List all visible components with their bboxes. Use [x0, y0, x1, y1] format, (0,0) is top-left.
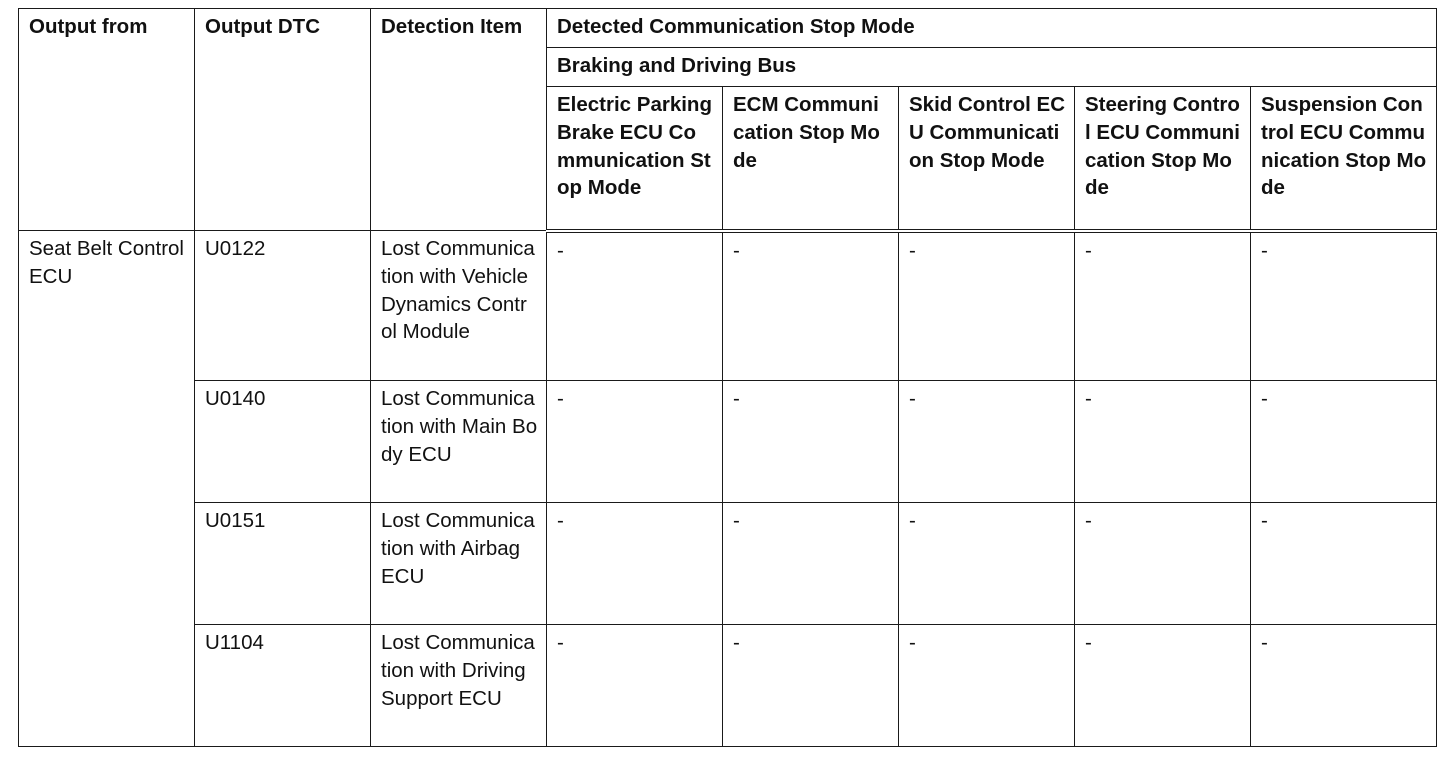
cell-dtc: U0151: [195, 503, 371, 625]
cell-value: -: [1075, 381, 1251, 503]
cell-dtc: U0122: [195, 231, 371, 381]
cell-value: -: [899, 503, 1075, 625]
header-mode-suspension: Suspension Control ECU Communication Stop Mode: [1251, 87, 1437, 231]
cell-detection-item: Lost Communication with Vehicle Dynamics Control Module: [371, 231, 547, 381]
cell-value: -: [547, 381, 723, 503]
cell-value: -: [899, 381, 1075, 503]
header-bus: Braking and Driving Bus: [547, 48, 1437, 87]
cell-detection-item: Lost Communication with Driving Support ECU: [371, 625, 547, 747]
cell-detection-item: Lost Communication with Airbag ECU: [371, 503, 547, 625]
header-mode-steering: Steering Control ECU Communication Stop Mode: [1075, 87, 1251, 231]
cell-value: -: [1251, 625, 1437, 747]
cell-value: -: [1251, 503, 1437, 625]
cell-value: -: [1075, 503, 1251, 625]
cell-value: -: [723, 381, 899, 503]
table-header: [19, 9, 1437, 231]
cell-value: -: [899, 625, 1075, 747]
cell-value: -: [899, 231, 1075, 381]
header-output-dtc: Output DTC: [195, 9, 371, 231]
header-row: [19, 9, 1437, 48]
cell-dtc: U1104: [195, 625, 371, 747]
cell-value: -: [1075, 625, 1251, 747]
cell-value: -: [723, 625, 899, 747]
cell-output-from: Seat Belt Control ECU: [19, 231, 195, 747]
cell-dtc: U0140: [195, 381, 371, 503]
header-mode-skid: Skid Control ECU Communication Stop Mode: [899, 87, 1075, 231]
cell-value: -: [547, 503, 723, 625]
header-detected-mode: Detected Communication Stop Mode: [547, 9, 1437, 48]
cell-value: -: [547, 625, 723, 747]
header-mode-epb: Electric Parking Brake ECU Communication Stop Mode: [547, 87, 723, 231]
header-detection-item: Detection Item: [371, 9, 547, 231]
cell-value: -: [1251, 381, 1437, 503]
table-body: [19, 231, 1437, 747]
table-row: [19, 381, 1437, 503]
cell-value: -: [547, 231, 723, 381]
cell-value: -: [1075, 231, 1251, 381]
cell-detection-item: Lost Communication with Main Body ECU: [371, 381, 547, 503]
table-row: [19, 503, 1437, 625]
dtc-table: [18, 8, 1437, 747]
table-row: [19, 231, 1437, 381]
table-row: [19, 625, 1437, 747]
cell-value: -: [723, 503, 899, 625]
cell-value: -: [723, 231, 899, 381]
cell-value: -: [1251, 231, 1437, 381]
header-output-from: Output from: [19, 9, 195, 231]
header-mode-ecm: ECM Communication Stop Mode: [723, 87, 899, 231]
